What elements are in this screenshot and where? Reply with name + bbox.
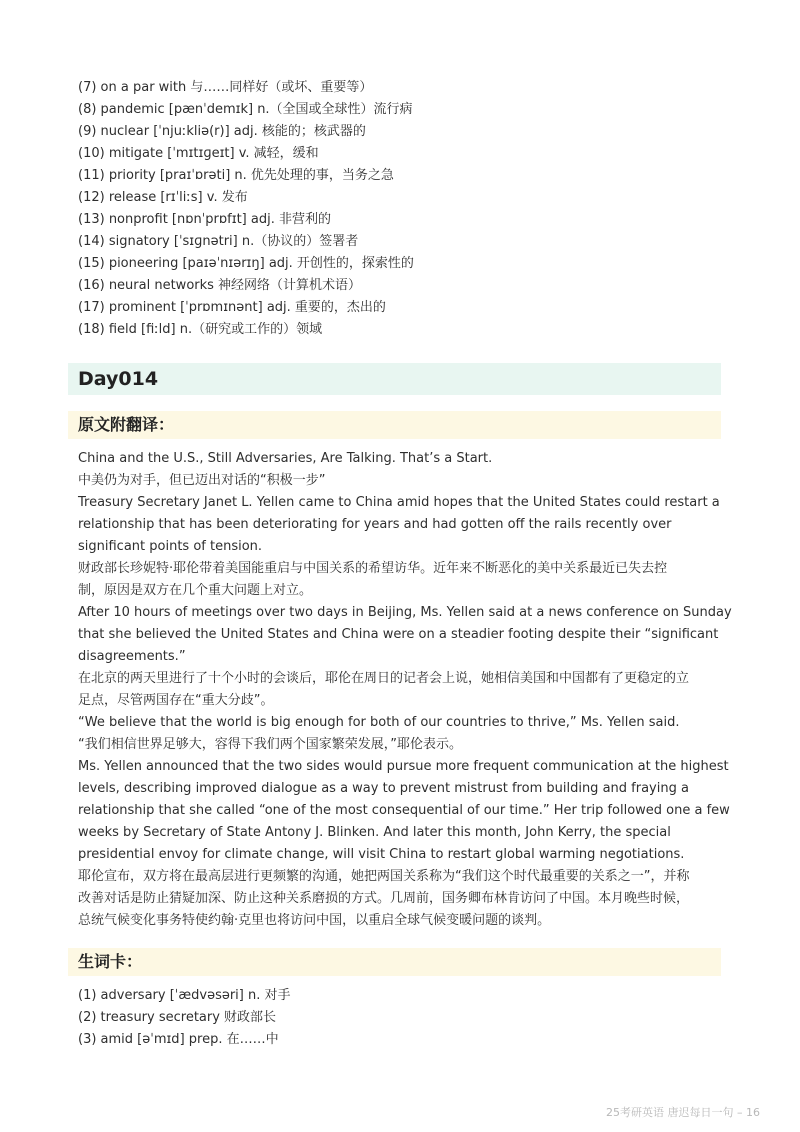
translation-section-banner [68,411,721,439]
vocab-list-bottom [78,985,718,1051]
article-line: China and the U.S., Still Adversaries, Are Talking. That’s a Start. [78,451,493,466]
vocab-item: (13) nonprofit [nɒnˈprɒfɪt] adj. 非营利的 [78,212,331,227]
vocab-item: (18) field [fiːld] n.（研究或工作的）领域 [78,322,323,337]
translation-section-title: 原文附翻译： [78,415,175,434]
article-line: “我们相信世界足够大，容得下我们两个国家繁荣发展，”耶伦表示。 [78,737,462,752]
article-line: 足点，尽管两国存在“重大分歧”。 [78,693,274,708]
article-line: weeks by Secretary of State Antony J. Blinken. And later this month, John Kerry, the special [78,825,671,840]
article-line: levels, describing improved dialogue as a way to prevent mistrust from building and fraying a [78,781,689,796]
article-line: 中美仍为对手，但已迈出对话的“积极一步” [78,473,326,488]
vocab-item: (16) neural networks 神经网络（计算机术语） [78,278,362,293]
vocab-item: (7) on a par with 与……同样好（或坏、重要等） [78,80,373,95]
vocab-item: (1) adversary [ˈædvəsəri] n. 对手 [78,988,291,1003]
article-line: disagreements.” [78,649,186,664]
vocab-item: (9) nuclear [ˈnjuːkliə(r)] adj. 核能的；核武器的 [78,124,366,139]
article-line: significant points of tension. [78,539,263,554]
article-line: relationship that she called “one of the most consequential of our time.” Her trip followed one a few [78,803,730,818]
vocab-item: (8) pandemic [pænˈdemɪk] n.（全国或全球性）流行病 [78,102,413,117]
vocab-item: (2) treasury secretary 财政部长 [78,1010,277,1025]
vocab-item: (11) priority [praɪˈɒrəti] n. 优先处理的事，当务之急 [78,168,394,183]
article-line: Ms. Yellen announced that the two sides would pursue more frequent communication at the highest [78,759,729,774]
article-line: relationship that has been deteriorating for years and had gotten off the rails recently over [78,517,672,532]
vocab-section-title: 生词卡： [78,952,143,971]
vocab-item: (12) release [rɪˈliːs] v. 发布 [78,190,248,205]
day-title: Day014 [78,368,159,390]
article-line: 耶伦宣布，双方将在最高层进行更频繁的沟通，她把两国关系称为“我们这个时代最重要的关系之一”，并称 [78,869,690,884]
article-line: 总统气候变化事务特使约翰·克里也将访问中国，以重启全球气候变暖问题的谈判。 [78,913,551,928]
vocab-item: (15) pioneering [paɪəˈnɪərɪŋ] adj. 开创性的，探索性的 [78,256,414,271]
article-line: 制，原因是双方在几个重大问题上对立。 [78,583,313,598]
vocab-list-top [78,77,718,341]
article-line: presidential envoy for climate change, will visit China to restart global warming negotiations. [78,847,685,862]
vocab-item: (14) signatory [ˈsɪɡnətri] n.（协议的）签署者 [78,234,359,249]
page-footer: 25考研英语 唐迟每日一句 – 16 [606,1106,760,1119]
vocab-item: (3) amid [əˈmɪd] prep. 在……中 [78,1032,279,1047]
vocab-item: (10) mitigate [ˈmɪtɪɡeɪt] v. 减轻，缓和 [78,146,319,161]
article-line: “We believe that the world is big enough for both of our countries to thrive,” Ms. Yellen said. [78,715,680,730]
article-line: 在北京的两天里进行了十个小时的会谈后，耶伦在周日的记者会上说，她相信美国和中国都有了更稳定的立 [78,671,690,686]
article-line: Treasury Secretary Janet L. Yellen came to China amid hopes that the United States could restart a [78,495,720,510]
vocab-section-banner [68,948,721,976]
vocab-item: (17) prominent [ˈprɒmɪnənt] adj. 重要的，杰出的 [78,300,386,315]
day-banner [68,363,721,395]
article-line: 财政部长珍妮特·耶伦带着美国能重启与中国关系的希望访华。近年来不断恶化的美中关系最近已失去控 [78,561,668,576]
article-body [78,448,732,932]
article-line: that she believed the United States and China were on a steadier footing despite their “significant [78,627,719,642]
article-line: After 10 hours of meetings over two days in Beijing, Ms. Yellen said at a news conference on Sunday [78,605,732,620]
article-line: 改善对话是防止猜疑加深、防止这种关系磨损的方式。几周前，国务卿布林肯访问了中国。本月晚些时候， [78,891,690,906]
